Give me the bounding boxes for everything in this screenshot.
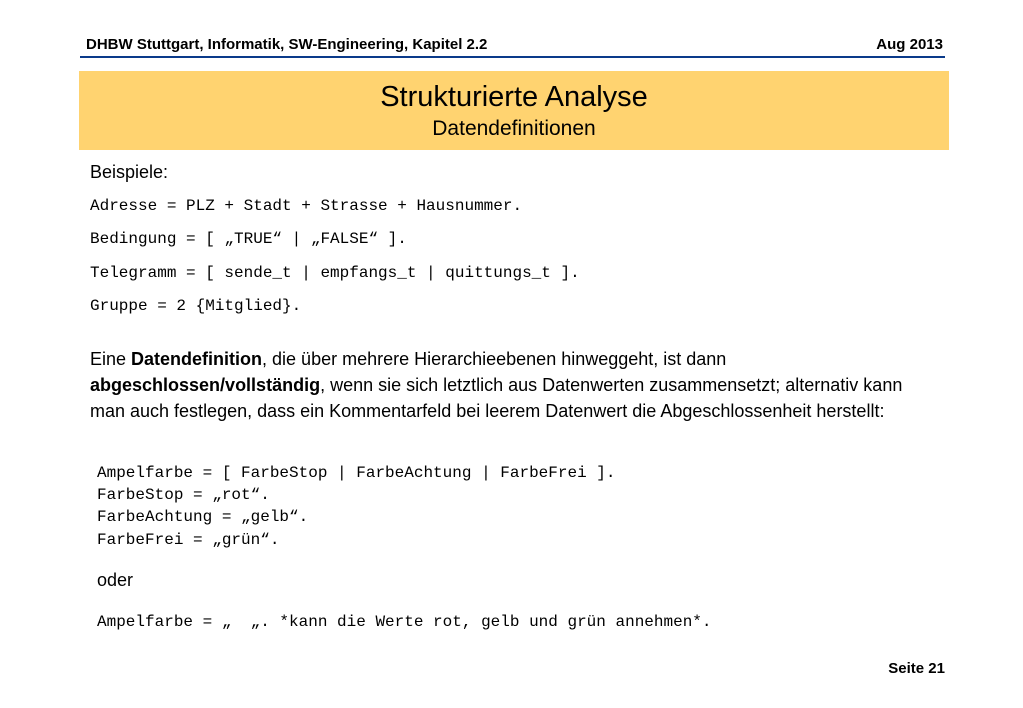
page-number: Seite 21: [888, 660, 945, 677]
ampel-line: FarbeStop = „rot“.: [97, 486, 270, 504]
examples-label: Beispiele:: [90, 162, 169, 182]
ampel-line: FarbeAchtung = „gelb“.: [97, 508, 309, 526]
ampel-line: Ampelfarbe = [ FarbeStop | FarbeAchtung | FarbeFrei ].: [97, 464, 616, 482]
paragraph-text: Eine: [90, 349, 132, 369]
example-line: Adresse = PLZ + Stadt + Strasse + Hausnummer.: [90, 197, 523, 215]
example-line: Bedingung = [ „TRUE“ | „FALSE“ ].: [90, 230, 407, 248]
paragraph-bold-term: Datendefinition: [131, 349, 263, 369]
paragraph-bold-term: abgeschlossen/vollständig: [90, 375, 321, 395]
slide-title: Strukturierte Analyse: [380, 81, 648, 113]
example-line: Gruppe = 2 {Mitglied}.: [90, 297, 302, 315]
definition-paragraph: [90, 346, 930, 424]
header-divider: [80, 56, 945, 58]
example-line: Telegramm = [ sende_t | empfangs_t | quittungs_t ].: [90, 264, 580, 282]
paragraph-text: , wenn sie sich letztlich aus Datenwerten zusammensetzt; alternativ kann man auch festlegen, dass ein Kommentarfeld bei leerem Datenwert die Abgeschlossenheit herstellt:: [90, 375, 903, 421]
header-course-title: DHBW Stuttgart, Informatik, SW-Engineering, Kapitel 2.2: [86, 36, 488, 53]
title-banner: [79, 71, 949, 150]
paragraph-text: , die über mehrere Hierarchieebenen hinweggeht, ist dann: [262, 349, 727, 369]
ampel-line: FarbeFrei = „grün“.: [97, 531, 280, 549]
ampel-alternative: Ampelfarbe = „ „. *kann die Werte rot, gelb und grün annehmen*.: [97, 613, 712, 631]
header-date: Aug 2013: [876, 36, 943, 53]
slide-subtitle: Datendefinitionen: [432, 117, 596, 140]
oder-label: oder: [97, 570, 134, 590]
